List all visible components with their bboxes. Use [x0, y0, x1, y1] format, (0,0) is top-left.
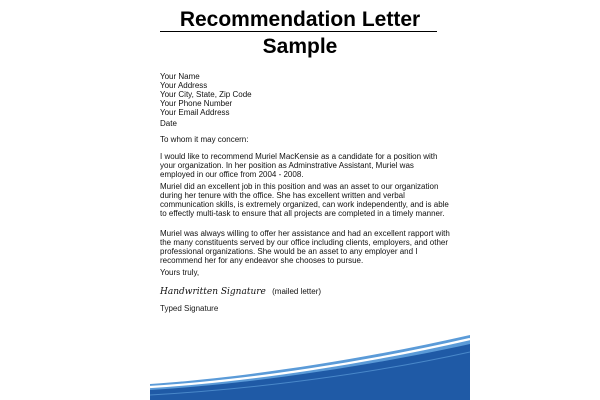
page-title-line-1: Recommendation Letter	[179, 8, 421, 31]
handwritten-signature: Handwritten Signature	[160, 287, 266, 297]
sender-phone: Your Phone Number	[160, 99, 233, 108]
letter-paragraph-2: Muriel did an excellent job in this position and was an asset to our organization during her tenure with the office. She has excellent written and verbal communication skills, is extremely organized, can work independently, and is able to effectly multi-task to ensure that all projects are completed in a timely manner.	[160, 182, 449, 218]
sender-name: Your Name	[160, 72, 200, 81]
sender-address: Your Address	[160, 81, 208, 90]
letter-salutation: To whom it may concern:	[160, 135, 249, 144]
page-title-line-2: Sample	[262, 35, 338, 58]
letter-paragraph-3: Muriel was always willing to offer her assistance and had an excellent rapport with the many constituents served by our office including clients, employers, and other professional organizations. She would be an asset to any employer and I recommend her for any endeavor she chooses to pursue.	[160, 229, 450, 265]
letter-closing: Yours truly,	[160, 268, 200, 277]
signature-note: (mailed letter)	[272, 287, 322, 296]
sender-city-state-zip: Your City, State, Zip Code	[160, 90, 252, 99]
letter-date: Date	[160, 119, 177, 128]
letter-paragraph-1: I would like to recommend Muriel MacKensie as a candidate for a position with your organization. In her position as Adminstrative Assistant, Muriel was employed in our office from 2004 - 2008.	[160, 152, 438, 179]
sender-email: Your Email Address	[160, 108, 230, 117]
typed-signature: Typed Signature	[160, 304, 219, 313]
